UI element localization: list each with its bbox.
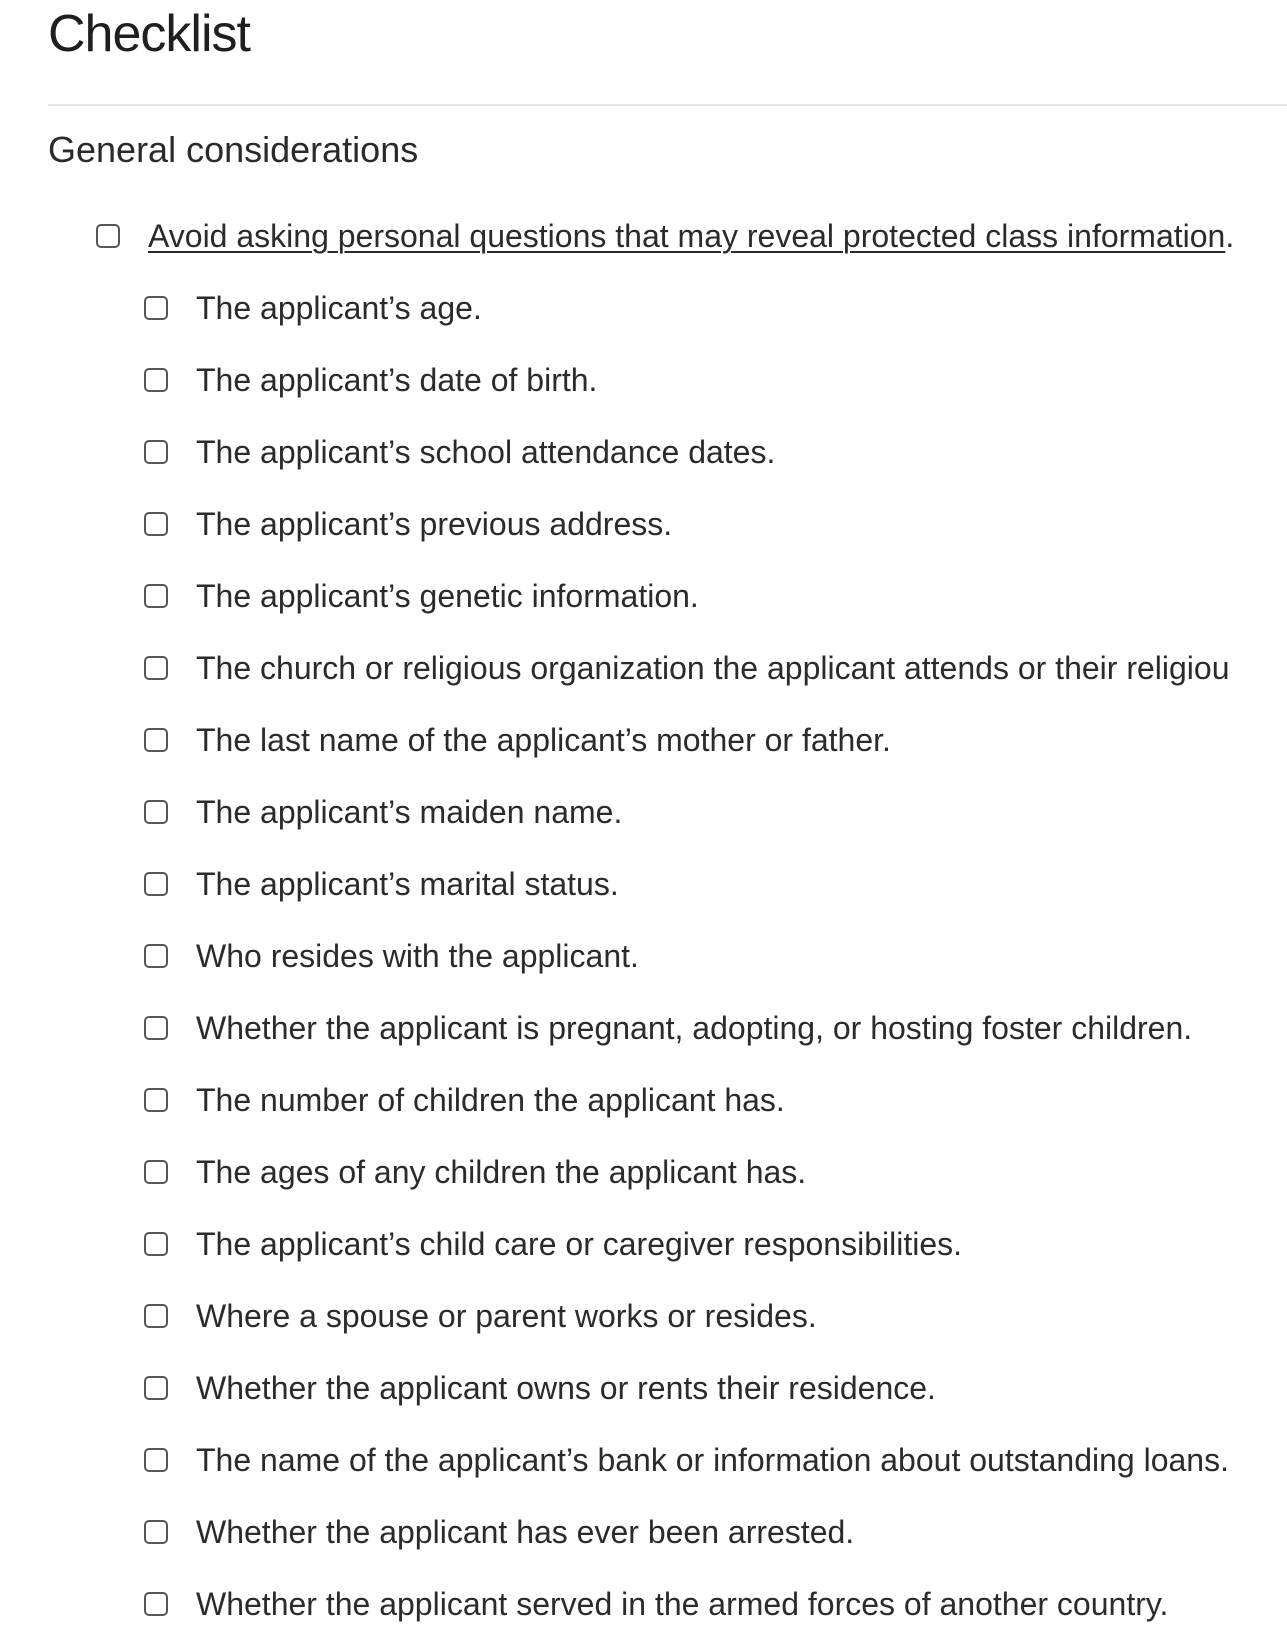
checkbox[interactable]	[144, 368, 168, 392]
checkbox[interactable]	[144, 512, 168, 536]
checkbox[interactable]	[144, 296, 168, 320]
checkbox[interactable]	[144, 872, 168, 896]
checklist-subitem-label: The number of children the applicant has.	[196, 1082, 785, 1118]
checklist-subitem	[96, 704, 1287, 776]
checklist-subitem	[96, 560, 1287, 632]
checkbox[interactable]	[144, 656, 168, 680]
checklist-subitem	[96, 1424, 1287, 1496]
checklist-subitem-label: The ages of any children the applicant has.	[196, 1154, 807, 1190]
checkbox[interactable]	[144, 1592, 168, 1616]
checkbox[interactable]	[144, 1448, 168, 1472]
checklist-subitem	[96, 1352, 1287, 1424]
section-heading: General considerations	[48, 129, 419, 170]
checkbox[interactable]	[144, 1088, 168, 1112]
protected-class-link[interactable]: Avoid asking personal questions that may reveal protected class information	[148, 218, 1226, 254]
page-title: Checklist	[48, 5, 250, 63]
checklist-subitem-label: Whether the applicant is pregnant, adopting, or hosting foster children.	[196, 1010, 1193, 1046]
checklist-subitem-label: The applicant’s school attendance dates.	[196, 434, 776, 470]
checklist-subitem	[96, 1064, 1287, 1136]
checkbox[interactable]	[144, 728, 168, 752]
checklist-subitem-label: The church or religious organization the applicant attends or their religiou	[196, 650, 1230, 686]
checklist-subitem	[96, 1208, 1287, 1280]
checklist-subitem-label: The applicant’s previous address.	[196, 506, 673, 542]
checklist-subitem	[96, 344, 1287, 416]
checkbox[interactable]	[144, 1304, 168, 1328]
checklist-subitem	[96, 848, 1287, 920]
checkbox[interactable]	[144, 1160, 168, 1184]
checklist-subitem	[96, 632, 1287, 704]
checklist-subitem-label: The applicant’s age.	[196, 290, 482, 326]
checklist	[96, 200, 1287, 1640]
checklist-subitem	[96, 1280, 1287, 1352]
checklist-subitem-label: The applicant’s maiden name.	[196, 794, 623, 830]
checklist-subitem-label: Who resides with the applicant.	[196, 938, 639, 974]
checkbox[interactable]	[144, 944, 168, 968]
checkbox[interactable]	[96, 224, 120, 248]
checklist-subitem-label: The applicant’s child care or caregiver responsibilities.	[196, 1226, 962, 1262]
checklist-subitem-label: The name of the applicant’s bank or information about outstanding loans.	[196, 1442, 1229, 1478]
checkbox[interactable]	[144, 1232, 168, 1256]
trailing-period: .	[1225, 218, 1235, 254]
title-divider	[48, 104, 1287, 106]
checkbox[interactable]	[144, 584, 168, 608]
checklist-subitem-label: The applicant’s marital status.	[196, 866, 619, 902]
checkbox[interactable]	[144, 1520, 168, 1544]
checklist-subitem-label: Where a spouse or parent works or resides.	[196, 1298, 817, 1334]
checklist-subitem	[96, 920, 1287, 992]
checklist-subitem	[96, 416, 1287, 488]
checklist-subitem-label: Whether the applicant served in the armed forces of another country.	[196, 1586, 1169, 1622]
checkbox[interactable]	[144, 1376, 168, 1400]
checklist-page	[48, 0, 1287, 1622]
checklist-subitem-label: The last name of the applicant’s mother or father.	[196, 722, 891, 758]
checkbox[interactable]	[144, 440, 168, 464]
checklist-subitem-label: The applicant’s genetic information.	[196, 578, 699, 614]
checklist-subitem-label: The applicant’s date of birth.	[196, 362, 598, 398]
checklist-subitem	[96, 776, 1287, 848]
checklist-subitem-label: Whether the applicant owns or rents their residence.	[196, 1370, 936, 1406]
checkbox[interactable]	[144, 1016, 168, 1040]
checklist-subitem	[96, 488, 1287, 560]
checklist-subitem	[96, 1136, 1287, 1208]
checklist-subitem	[96, 992, 1287, 1064]
checklist-subitem	[96, 1496, 1287, 1568]
checklist-subitem	[96, 1568, 1287, 1640]
checkbox[interactable]	[144, 800, 168, 824]
checklist-subitem-label: Whether the applicant has ever been arrested.	[196, 1514, 855, 1550]
checklist-item-protected-class	[96, 200, 1287, 272]
checklist-subitem	[96, 272, 1287, 344]
checklist-item-label	[148, 216, 1234, 256]
